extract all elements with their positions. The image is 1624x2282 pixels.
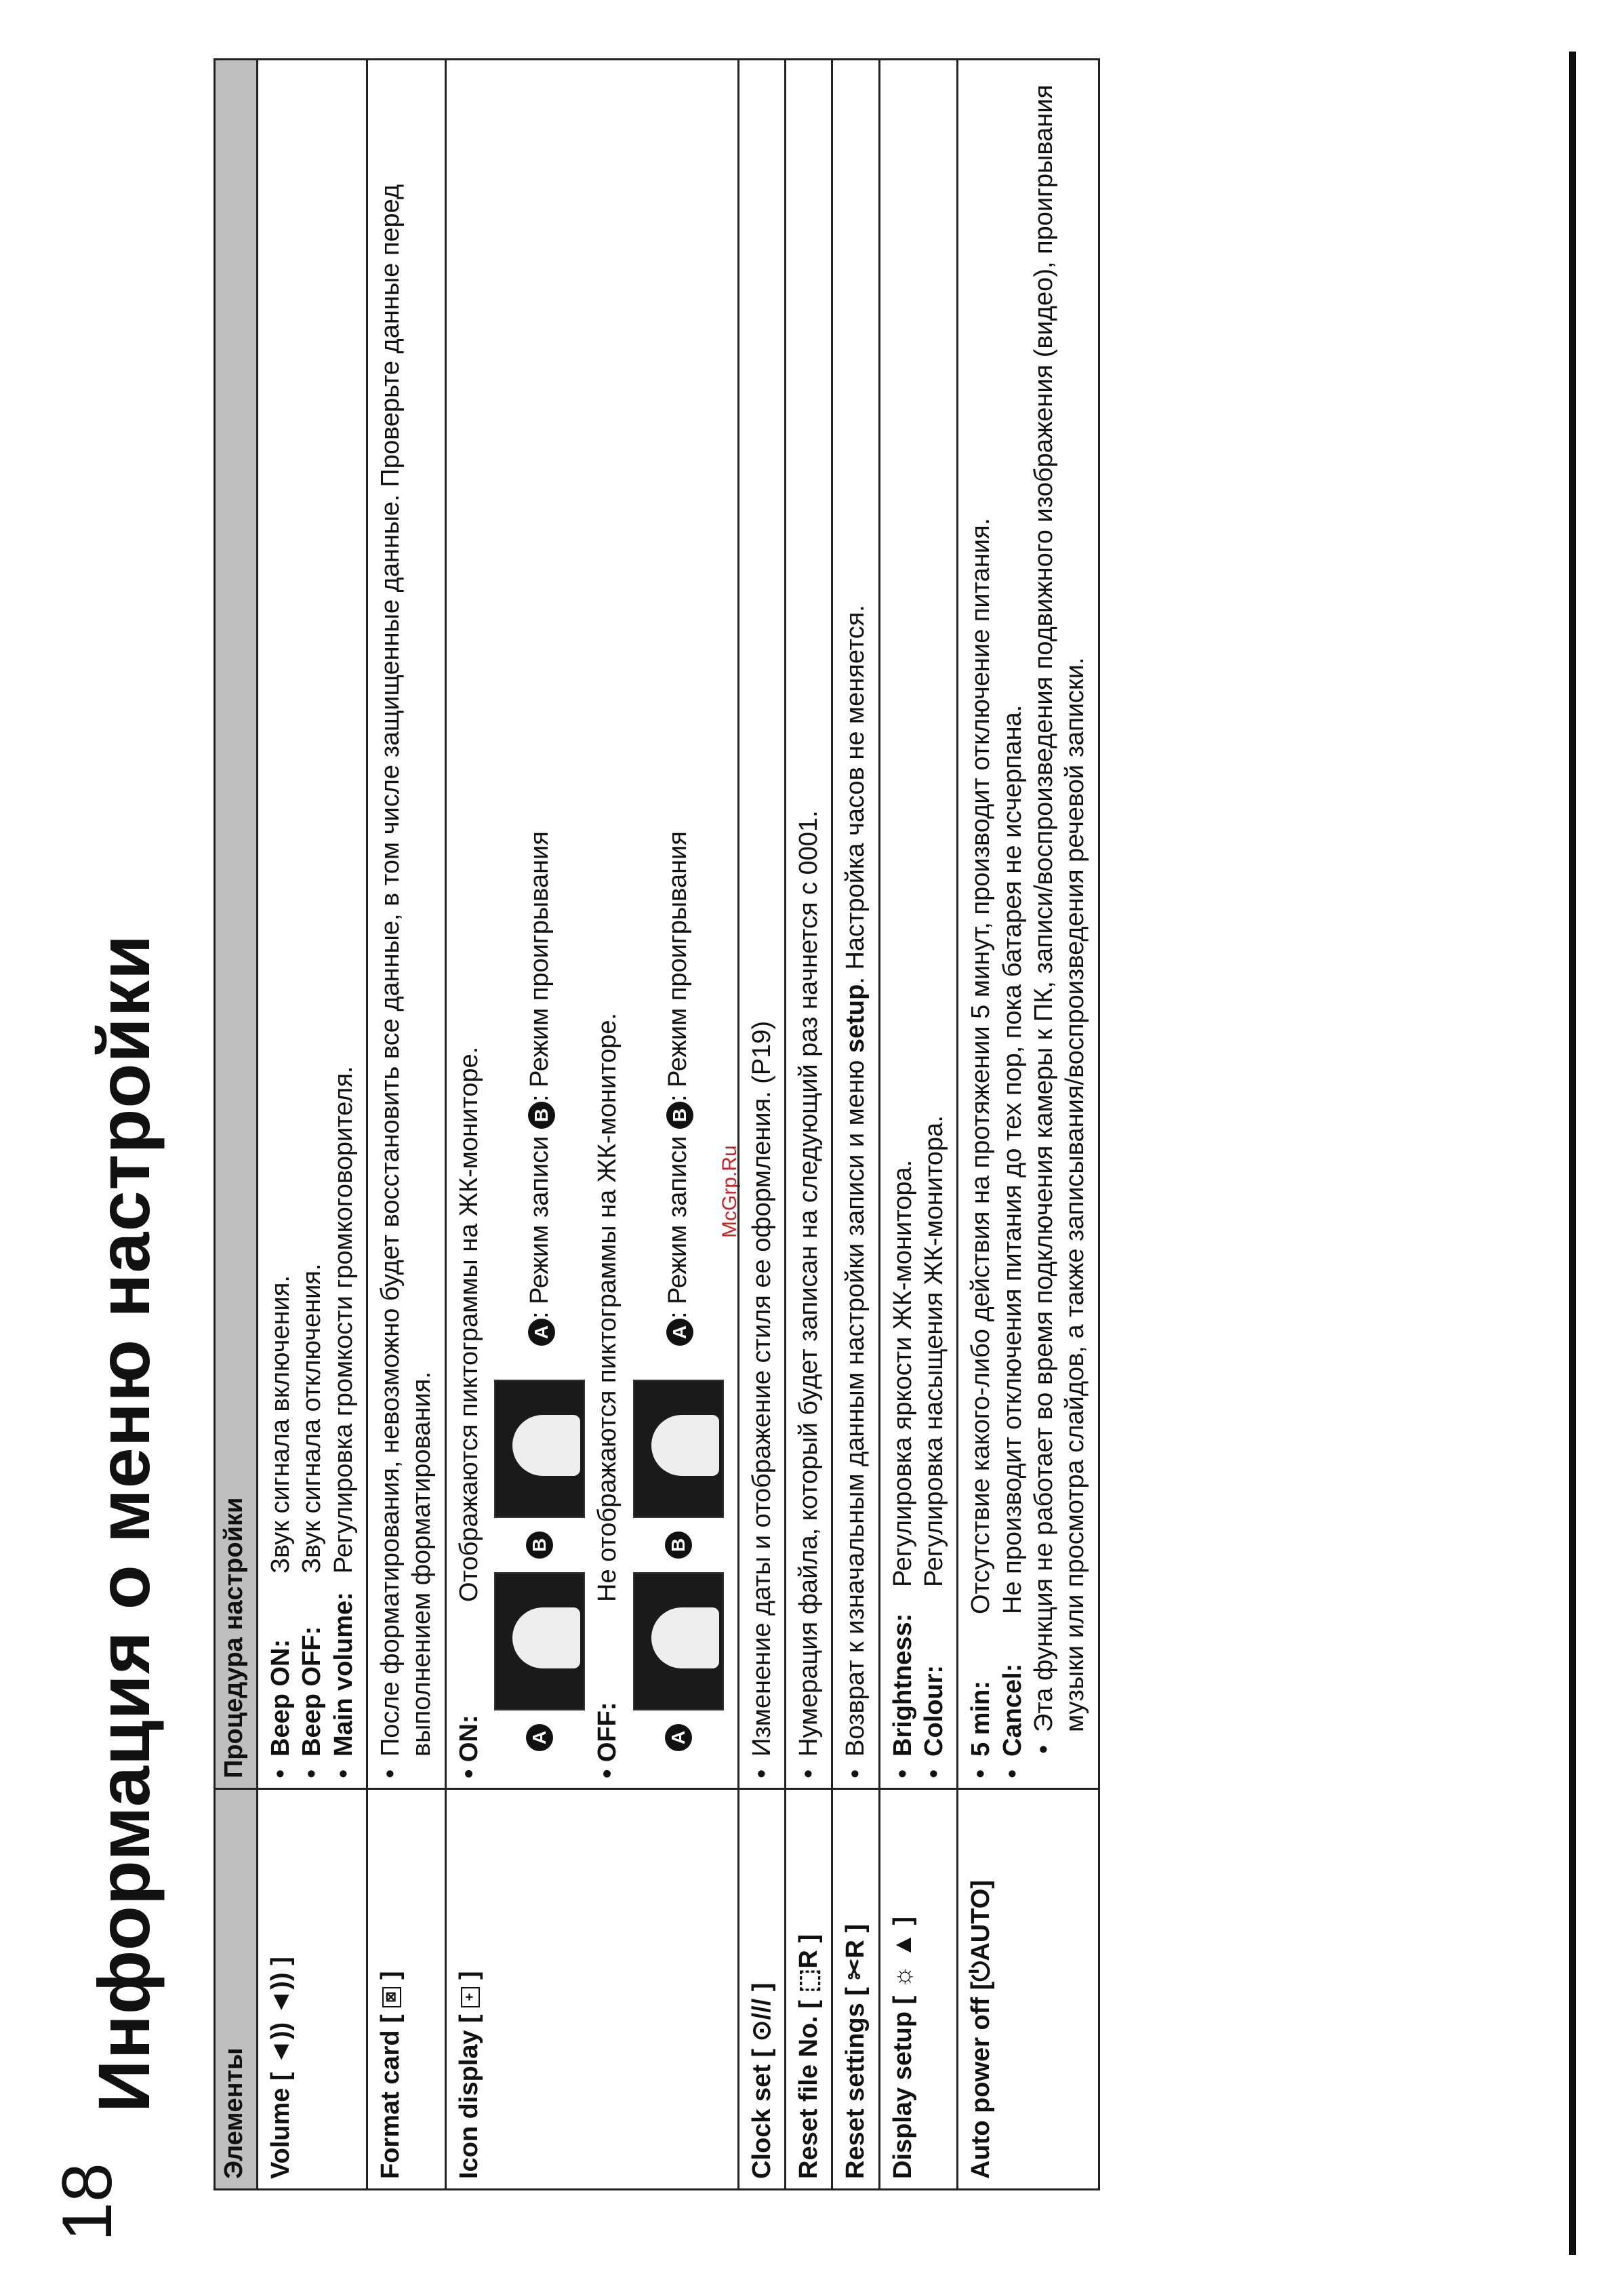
- row-icon-name: Icon display [ + ]: [445, 1789, 738, 2190]
- row-auto-off-name: Auto power off [⏻AUTO]: [958, 1789, 1099, 2190]
- on-thumbnails: A B A: Режим записи B: Режим проигрывания: [494, 70, 585, 1751]
- row-reset-file-desc: • Нумерация файла, который будет записан на следующий раз начнется с 0001.: [785, 60, 832, 1789]
- lcd-record-thumbnail: [494, 1572, 585, 1710]
- row-format-name: Format card [ ⊠ ]: [367, 1789, 446, 2190]
- table-row: [785, 60, 832, 2190]
- page-rule: [1569, 52, 1576, 2255]
- table-row: [879, 60, 958, 2190]
- watermark: McGrp.Ru: [718, 1145, 741, 1238]
- lcd-record-thumbnail-off: [633, 1572, 724, 1710]
- row-icon-desc: • ON: Отображаются пиктограммы на ЖК-мониторе. A B A: Режим записи B: Режим проигрывания • OFF: Не отображаются пиктограммы на ЖК-мониторе. A B A: Режим записи B: Режим проигрывания: [445, 60, 738, 1789]
- table-row: [258, 60, 367, 2190]
- settings-table: [214, 58, 1100, 2190]
- page-title: Информация о меню настройки: [83, 934, 165, 2113]
- row-display-desc: • Brightness: Регулировка яркости ЖК-монитора. • Colour: Регулировка насыщения ЖК-монитора.: [879, 60, 958, 1789]
- page-number: 18: [48, 2163, 127, 2241]
- row-reset-file-name: Reset file No. [ ⬚R ]: [785, 1789, 832, 2190]
- row-volume-name: Volume [ ◄)) ◄)) ]: [258, 1789, 367, 2190]
- table-row: [445, 60, 738, 2190]
- row-reset-settings-name: Reset settings [ ✂R ]: [832, 1789, 879, 2190]
- table-row: [367, 60, 446, 2190]
- off-thumbnails: A B A: Режим записи B: Режим проигрывания: [633, 70, 724, 1751]
- row-format-desc: • После форматирования, невозможно будет восстановить все данные, в том числе защищенные данные. Проверьте данные перед выполнением форматирования.: [367, 60, 446, 1789]
- header-procedure: Процедура настройки: [215, 60, 258, 1789]
- row-reset-settings-desc: • Возврат к изначальным данным настройки записи и меню setup. Настройка часов не меняется.: [832, 60, 879, 1789]
- row-volume-desc: • Beep ON: Звук сигнала включения. • Beep OFF: Звук сигнала отключения. • Main volume: Регулировка громкости громкоговорителя.: [258, 60, 367, 1789]
- row-auto-off-desc: • 5 min: Отсутствие какого-либо действия на протяжении 5 минут, производит отключение питания. • Cancel: Не производит отключения питания до тех пор, пока батарея не исчерпана. • Эта функция не работает во время подключения камеры к ПК, записи/воспроизведения подвижного изображения (видео), проигрывания музыки или просмотра слайдов, а также записывания/воспроизведения речевой записки.: [958, 60, 1099, 1789]
- row-display-name: Display setup [ ☼ ▲ ]: [879, 1789, 958, 2190]
- lcd-play-thumbnail: [494, 1380, 585, 1518]
- table-row: [958, 60, 1099, 2190]
- format-card-icon: ⊠: [382, 1987, 401, 2007]
- label-a-on-icon: A: [526, 1724, 553, 1751]
- icon-display-icon: +: [461, 1987, 480, 2007]
- row-clock-desc: • Изменение даты и отображение стиля ее оформления. (P19): [738, 60, 785, 1789]
- row-clock-name: Clock set [ ⊙/// ]: [738, 1789, 785, 2190]
- table-row: [832, 60, 879, 2190]
- header-items: Элементы: [215, 1789, 258, 2190]
- label-b-on-icon: B: [526, 1532, 553, 1559]
- table-row: [738, 60, 785, 2190]
- lcd-play-thumbnail-off: [633, 1380, 724, 1518]
